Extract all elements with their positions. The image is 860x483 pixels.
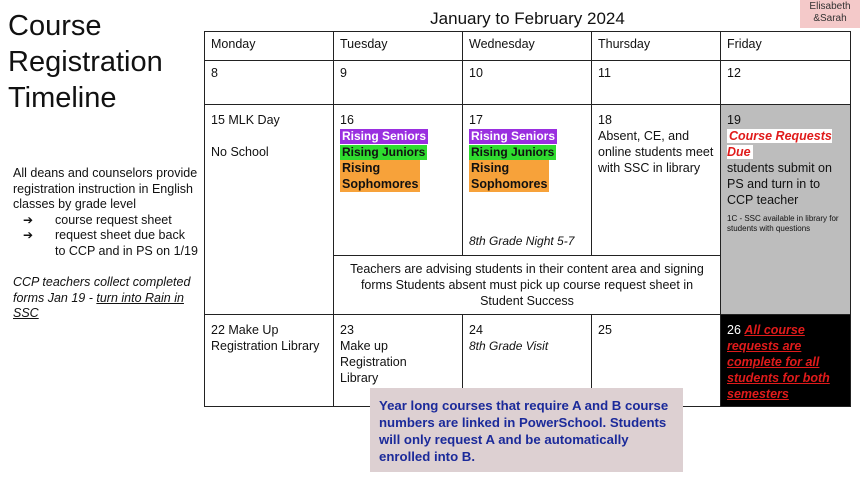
- deadline-label: Course Requests Due: [727, 129, 832, 159]
- day-cell: 22 Make Up Registration Library: [204, 314, 334, 407]
- day-small-note: 1C - SSC available in library for students with questions: [727, 214, 839, 233]
- day-cell: 8: [204, 60, 334, 105]
- day-cell: 10: [462, 60, 592, 105]
- tag-rising-juniors: Rising Juniors: [471, 145, 555, 159]
- day-label: 19: [727, 113, 741, 127]
- tag-rising-juniors: Rising Juniors: [342, 145, 426, 159]
- header-thursday: Thursday: [591, 31, 721, 61]
- day-cell-deadline: [720, 104, 851, 315]
- header-friday: Friday: [720, 31, 851, 61]
- tag-rising-seniors: Rising Seniors: [471, 129, 556, 143]
- title-line: Timeline: [8, 82, 117, 114]
- ccp-note: [13, 275, 198, 322]
- day-label: 24: [469, 323, 483, 337]
- day-cell: 25: [591, 314, 721, 407]
- day-note: Absent, CE, and online students meet with SSC in library: [598, 129, 714, 175]
- header-wednesday: Wednesday: [462, 31, 592, 61]
- day-cell: [333, 104, 463, 256]
- day-cell: 12: [720, 60, 851, 105]
- ccp-note-text: CCP teachers collect completed forms Jan 19 -: [13, 275, 191, 305]
- author-badge-line: Elisabeth: [809, 1, 851, 12]
- sidebar-intro: All deans and counselors provide registration instruction in English classes by grade level: [13, 166, 198, 211]
- day-label: 15 MLK Day: [211, 113, 280, 127]
- list-item: [13, 228, 198, 259]
- day-note: Make up Registration Library: [340, 339, 407, 385]
- day-label: 23: [340, 323, 354, 337]
- day-label: 26: [727, 323, 741, 337]
- arrow-icon: ➔: [23, 228, 34, 242]
- page-title: [8, 8, 163, 116]
- tag-rising-seniors: Rising Seniors: [342, 129, 427, 143]
- title-line: Course: [8, 10, 102, 42]
- advising-banner: Teachers are advising students in their content area and signing forms Students absent must pick up course request sheet in Student Success: [333, 255, 721, 315]
- day-label: 17: [469, 113, 483, 127]
- day-cell-mlk: [204, 104, 334, 315]
- event-label: 8th Grade Visit: [469, 339, 549, 353]
- day-cell-complete: [720, 314, 851, 407]
- bullet-text: request sheet due back to CCP and in PS on 1/19: [55, 228, 198, 258]
- day-cell: 11: [591, 60, 721, 105]
- day-note: No School: [211, 145, 269, 159]
- header-monday: Monday: [204, 31, 334, 61]
- tag-rising-sophomores: Rising Sophomores: [471, 161, 548, 191]
- day-cell: 9: [333, 60, 463, 105]
- day-cell: [591, 104, 721, 256]
- day-cell: [462, 104, 592, 256]
- arrow-icon: ➔: [23, 212, 34, 227]
- bullet-text: course request sheet: [55, 212, 172, 227]
- sidebar-bullets: [13, 213, 198, 260]
- sidebar-notes: [13, 166, 198, 322]
- calendar-grid: [204, 31, 851, 407]
- day-label: 18: [598, 113, 612, 127]
- title-line: Registration: [8, 46, 163, 78]
- list-item: [13, 213, 198, 229]
- author-badge-line: &Sarah: [813, 13, 847, 24]
- day-label: 16: [340, 113, 354, 127]
- ccp-note-link: turn into Rain in SSC: [13, 290, 184, 320]
- tag-rising-sophomores: Rising Sophomores: [342, 161, 419, 191]
- day-note: students submit on PS and turn in to CCP teacher: [727, 161, 832, 207]
- event-label: 8th Grade Night 5-7: [469, 234, 575, 248]
- calendar-title: January to February 2024: [430, 9, 625, 28]
- author-badge: [800, 0, 860, 28]
- header-tuesday: Tuesday: [333, 31, 463, 61]
- powerschool-note: Year long courses that require A and B course numbers are linked in PowerSchool. Students will only request A and be automatically enrolled into B.: [370, 388, 683, 472]
- completion-label: All course requests are complete for all students for both semesters: [727, 323, 830, 401]
